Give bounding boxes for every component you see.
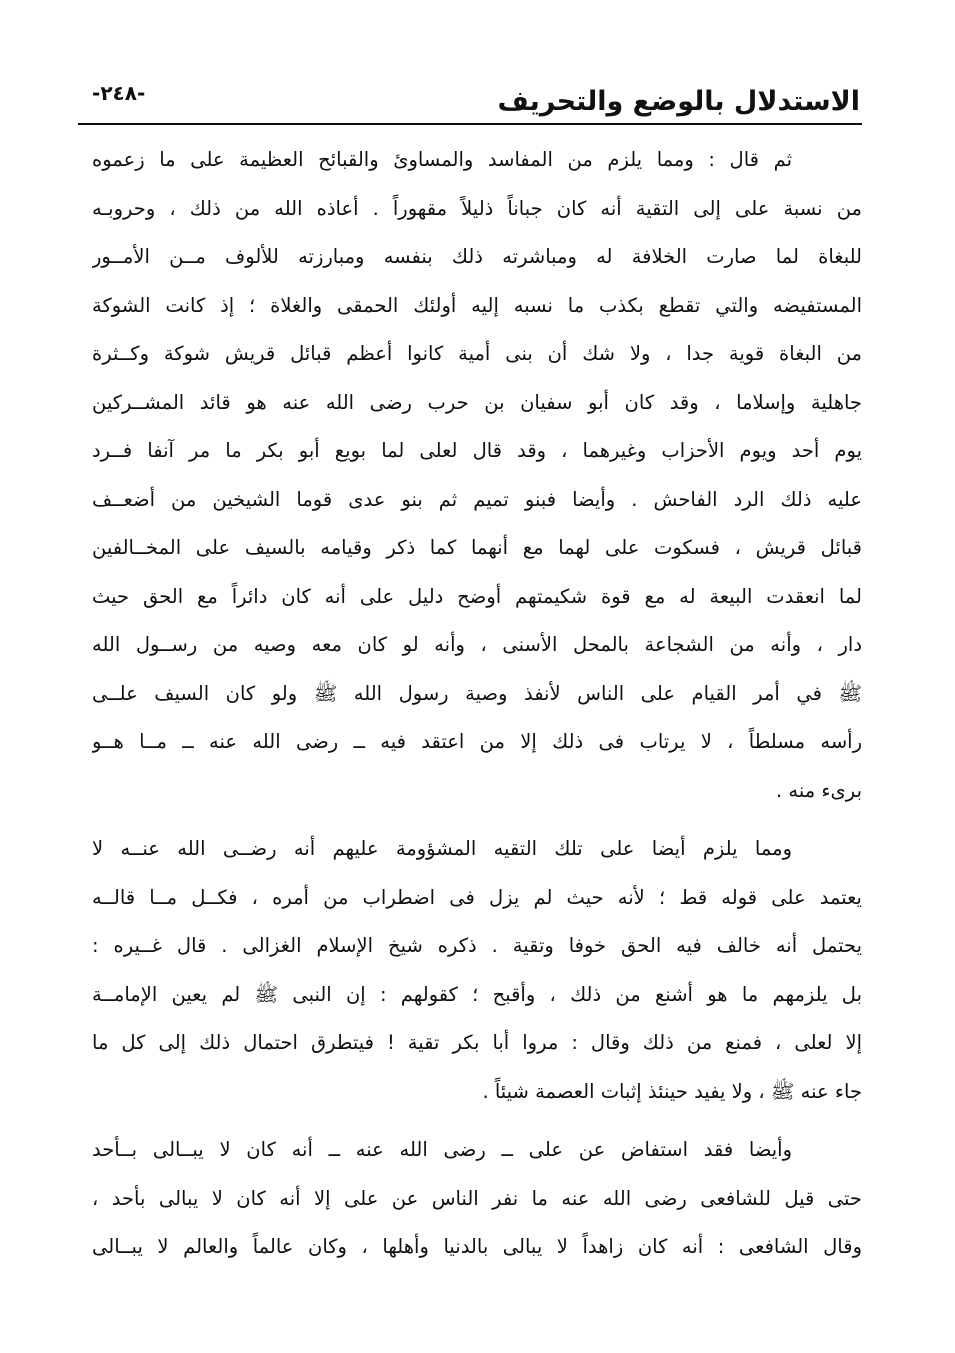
text-line: وأيضا فقد استفاض عن على ــ رضى الله عنه ــ أنه كان لا يبــالى بــأحد [92, 1138, 792, 1161]
running-header [78, 80, 860, 122]
text-line: عليه ذلك الرد الفاحش . وأيضا فبنو تميم ثم بنو عدى قوما الشيخين من أضعــف [92, 487, 862, 511]
text-line: من نسبة على إلى التقية أنه كان جباناً ذليلاً مقهوراً . أعاذه الله من ذلك ، وحروبـه [92, 196, 862, 220]
paragraph-3 [92, 1126, 862, 1272]
text-line: حتى قيل للشافعى رضى الله عنه ما نفر الناس عن على إلا أنه كان لا يبالى بأحد ، [92, 1186, 862, 1210]
text-line: رأسه مسلطاً ، لا يرتاب فى ذلك إلا من اعتقد فيه ــ رضى الله عنه ــ مــا هــو [92, 730, 862, 753]
text-line: ومما يلزم أيضا على تلك التقيه المشؤومة عليهم أنه رضــى الله عنــه لا [92, 837, 792, 860]
text-line: يوم أحد ويوم الأحزاب وغيرهما ، وقد قال لعلى لما بويع أبو بكر ما مر آنفا فــرد [92, 439, 862, 462]
body-text [92, 136, 862, 1282]
text-line: برىء منه . [776, 778, 862, 802]
text-line: يحتمل أنه خالف فيه الحق خوفا وتقية . ذكره شيخ الإسلام الغزالى . قال غــيره : [92, 934, 862, 957]
text-line: للبغاة لما صارت الخلافة له ومباشرته ذلك بنفسه ومبارزته للألوف مــن الأمــور [92, 245, 862, 268]
text-line: لما انعقدت البيعة له مع قوة شكيمتهم أوضح دليل على أنه كان دائراً مع الحق حيث [92, 584, 862, 608]
text-line: جاهلية وإسلاما ، وقد كان أبو سفيان بن حرب رضى الله عنه هو قائد المشــركين [92, 390, 862, 414]
text-line: ثم قال : ومما يلزم من المفاسد والمساوئ والقبائح العظيمة على ما زعموه [92, 148, 792, 171]
page-number: -٢٤٨- [92, 81, 146, 105]
paragraph-1 [92, 136, 862, 815]
text-line: يعتمد على قوله قط ؛ لأنه حيث لم يزل فى اضطراب من أمره ، فكــل مــا قالــه [92, 885, 862, 909]
text-line: إلا لعلى ، فمنع من ذلك وقال : مروا أبا بكر تقية ! فيتطرق احتمال ذلك إلى كل ما [92, 1031, 862, 1054]
text-line: دار ، وأنه من الشجاعة بالمحل الأسنى ، وأنه لو كان معه وصيه من رســول الله [92, 633, 862, 656]
header-divider [78, 123, 862, 125]
text-line: ﷺ في أمر القيام على الناس لأنفذ وصية رسول الله ﷺ ولو كان السيف علــى [92, 681, 862, 705]
text-line: المستفيضه والتي تقطع بكذب ما نسبه إليه أولئك الحمقى والغلاة ؛ إذ كانت الشوكة [92, 293, 862, 317]
text-line: وقال الشافعى : أنه كان زاهداً لا يبالى بالدنيا وأهلها ، وكان عالماً والعالم لا يبــالى [92, 1235, 862, 1258]
text-line: من البغاة قوية جدا ، ولا شك أن بنى أمية كانوا أعظم قبائل قريش شوكة وكــثرة [92, 342, 862, 365]
text-line: جاء عنه ﷺ ، ولا يفيد حينئذ إثبات العصمة شيئاً . [482, 1079, 862, 1103]
text-line: قبائل قريش ، فسكوت على لهما مع أنهما كما ذكر وقيامه بالسيف على المخــالفين [92, 536, 862, 559]
chapter-title: الاستدلال بالوضع والتحريف [497, 86, 860, 117]
text-line: بل يلزمهم ما هو أشنع من ذلك ، وأقبح ؛ كقولهم : إن النبى ﷺ لم يعين الإمامــة [92, 982, 862, 1006]
paragraph-2 [92, 825, 862, 1116]
